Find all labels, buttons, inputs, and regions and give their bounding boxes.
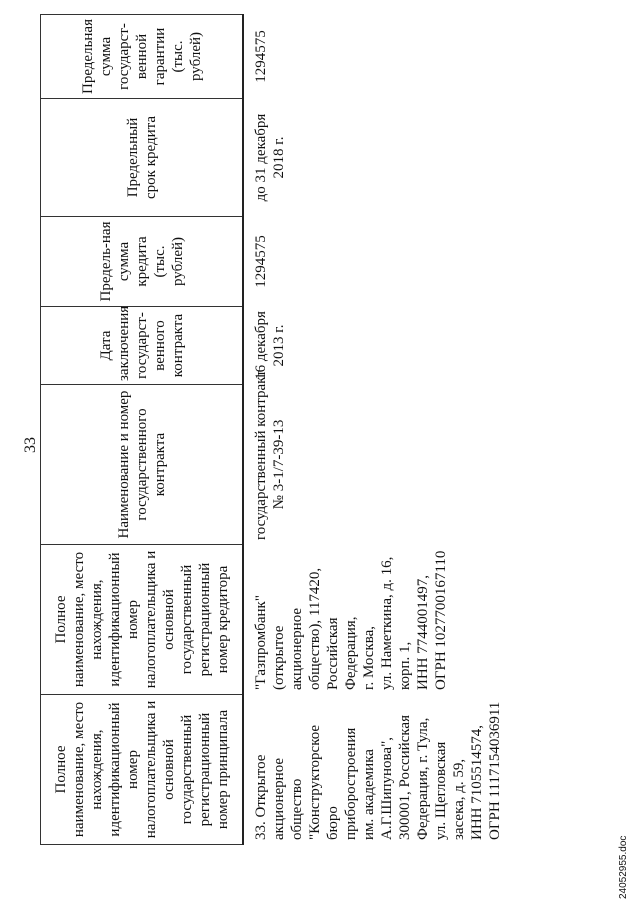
creditor-line: ОГРН 1027700167110 — [433, 550, 449, 690]
creditor-line: "Газпромбанк" — [253, 595, 269, 690]
cell-principal — [243, 695, 628, 845]
cell-credit-term — [243, 99, 628, 217]
principal-line: ИНН 7105514574, — [469, 725, 485, 840]
principal-line: засека, д. 59, — [451, 758, 467, 840]
cell-credit-amount — [243, 217, 628, 307]
table-row — [243, 15, 628, 845]
creditor-line: г. Москва, — [361, 625, 377, 690]
header-guarantee-amount: Предельная сумма государст-венной гарантии (тыс. рублей) — [41, 15, 244, 99]
principal-line: приборостроения — [343, 727, 359, 840]
table-header-row — [41, 15, 244, 845]
credit-amount-value: 1294575 — [253, 235, 269, 288]
principal-line: бюро — [325, 806, 341, 840]
guarantee-table — [40, 14, 628, 845]
contract-date-line: 2013 г. — [271, 324, 287, 367]
contract-date-line: 16 декабря — [253, 311, 269, 380]
creditor-line: Федерация, — [343, 616, 359, 690]
header-credit-term: Предельный срок кредита — [41, 99, 244, 217]
header-contract: Наименование и номер государственного контракта — [41, 385, 244, 545]
header-creditor: Полное наименование, место нахождения, идентификационный номер налогоплательщика и основной государственный регистрационный номер кредитора — [41, 545, 244, 695]
cell-contract — [243, 370, 628, 545]
principal-line: Федерация, г. Тула, — [415, 717, 431, 840]
principal-line: им. академика — [361, 749, 377, 840]
cell-creditor — [243, 545, 628, 695]
cell-guarantee-amount — [243, 15, 628, 99]
creditor-line: корп. 1, — [397, 641, 413, 690]
header-principal: Полное наименование, место нахождения, идентификационный номер налогоплательщика и основной государственный регистрационный номер принципала — [41, 695, 244, 845]
guarantee-amount-value: 1294575 — [253, 30, 269, 83]
creditor-line: Российская — [325, 617, 341, 690]
credit-term-line: 2018 г. — [271, 136, 287, 179]
contract-line: государственный контракт — [253, 370, 269, 540]
principal-line: А.Г.Шипунова", — [379, 737, 395, 840]
document-footer-code: 24052955.doc — [618, 835, 629, 899]
cell-contract-date — [243, 307, 628, 385]
creditor-line: ул. Наметкина, д. 16, — [379, 556, 395, 690]
page-number: 33 — [22, 437, 39, 453]
principal-line: 33. Открытое — [253, 754, 269, 840]
principal-line: 300001, Российская — [397, 715, 413, 840]
header-credit-amount: Предель-ная сумма кредита (тыс. рублей) — [41, 217, 244, 307]
contract-line: № 3-1/7-39-13 — [271, 419, 287, 510]
header-contract-date: Дата заключения государст-венного контракта — [41, 307, 244, 385]
credit-term-line: до 31 декабря — [253, 113, 269, 202]
principal-line: ул. Щегловская — [433, 741, 449, 840]
creditor-line: общество), 117420, — [307, 567, 323, 690]
principal-line: "Конструкторское — [307, 724, 323, 840]
creditor-line: (открытое — [271, 625, 287, 690]
creditor-line: акционерное — [289, 607, 305, 690]
creditor-line: ИНН 7744001497, — [415, 575, 431, 690]
principal-line: общество — [289, 778, 305, 840]
principal-line: ОГРН 1117154036911 — [487, 701, 503, 840]
principal-line: акционерное — [271, 757, 287, 840]
